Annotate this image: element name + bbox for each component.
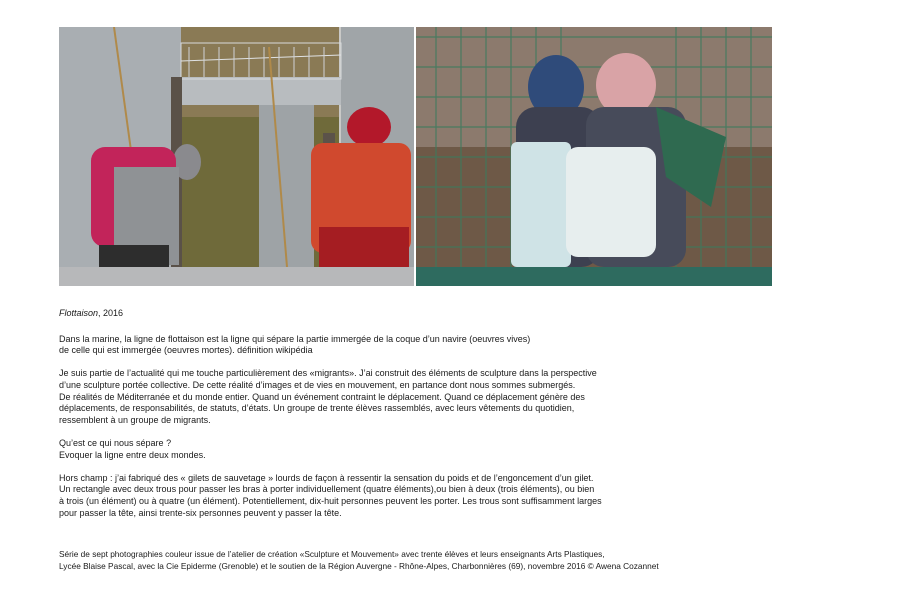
artwork-title: Flottaison — [59, 308, 99, 318]
text-line: déplacements, de responsabilités, de statuts, d’états. Un groupe de trente élèves rassemblés, avec leurs vêtements du quotidien, — [59, 403, 575, 414]
photo-credits — [59, 549, 659, 572]
photo-bridge — [59, 27, 414, 286]
photo-bridge-image — [59, 27, 414, 286]
text-line: ressemblent à un groupe de migrants. — [59, 414, 211, 425]
paragraph-definition — [59, 334, 759, 357]
text-line: Hors champ : j’ai fabriqué des « gilets de sauvetage » lourds de façon à ressentir la sensation du poids et de l’engoncement d’un gilet. — [59, 472, 594, 483]
paragraph-question — [59, 438, 759, 461]
photo-diptych — [59, 27, 772, 286]
photo-fence-image — [416, 27, 772, 286]
paragraph-intent — [59, 368, 759, 426]
text-line: Dans la marine, la ligne de flottaison est la ligne qui sépare la partie immergée de la coque d’un navire (oeuvres vives) — [59, 333, 531, 344]
artwork-description — [59, 308, 759, 531]
credits-line: Série de sept photographies couleur issue de l’atelier de création «Sculpture et Mouvement» avec trente élèves et leurs enseignants Arts Plastiques, — [59, 549, 605, 559]
text-line: Un rectangle avec deux trous pour passer les bras à porter individuellement (quatre éléments),ou bien à deux (trois éléments), ou bien — [59, 484, 595, 495]
artwork-year: , 2016 — [98, 308, 124, 318]
text-line: Qu’est ce qui nous sépare ? — [59, 437, 172, 448]
text-line: de celle qui est immergée (oeuvres mortes). définition wikipédia — [59, 345, 313, 356]
text-line: De réalités de Méditerranée et du monde entier. Quand un événement contraint le déplacement. Quand ce déplacement génère des — [59, 391, 585, 402]
paragraph-hors-champ — [59, 473, 759, 519]
text-line: Je suis partie de l’actualité qui me touche particulièrement des «migrants». J’ai construit des éléments de sculpture dans la perspective — [59, 368, 597, 379]
text-line: Evoquer la ligne entre deux mondes. — [59, 449, 206, 460]
photo-fence — [416, 27, 772, 286]
text-line: à trois (un élément) ou à quatre (un élément). Potentiellement, dix-huit personnes peuvent les porter. Les trous sont suffisamment larges — [59, 495, 602, 506]
credits-line: Lycée Blaise Pascal, avec la Cie Epiderme (Grenoble) et le soutien de la Région Auvergne - Rhône-Alpes, Charbonnières (69), novembre 2016 © Awena Cozannet — [59, 560, 659, 571]
artwork-title-line — [59, 308, 759, 320]
text-line: pour passer la tête, ainsi trente-six personnes peuvent y passer la tête. — [59, 507, 342, 518]
text-line: d’une sculpture portée collective. De cette réalité d’images et de vies en mouvement, en partance dont nous sommes submergés. — [59, 379, 576, 390]
